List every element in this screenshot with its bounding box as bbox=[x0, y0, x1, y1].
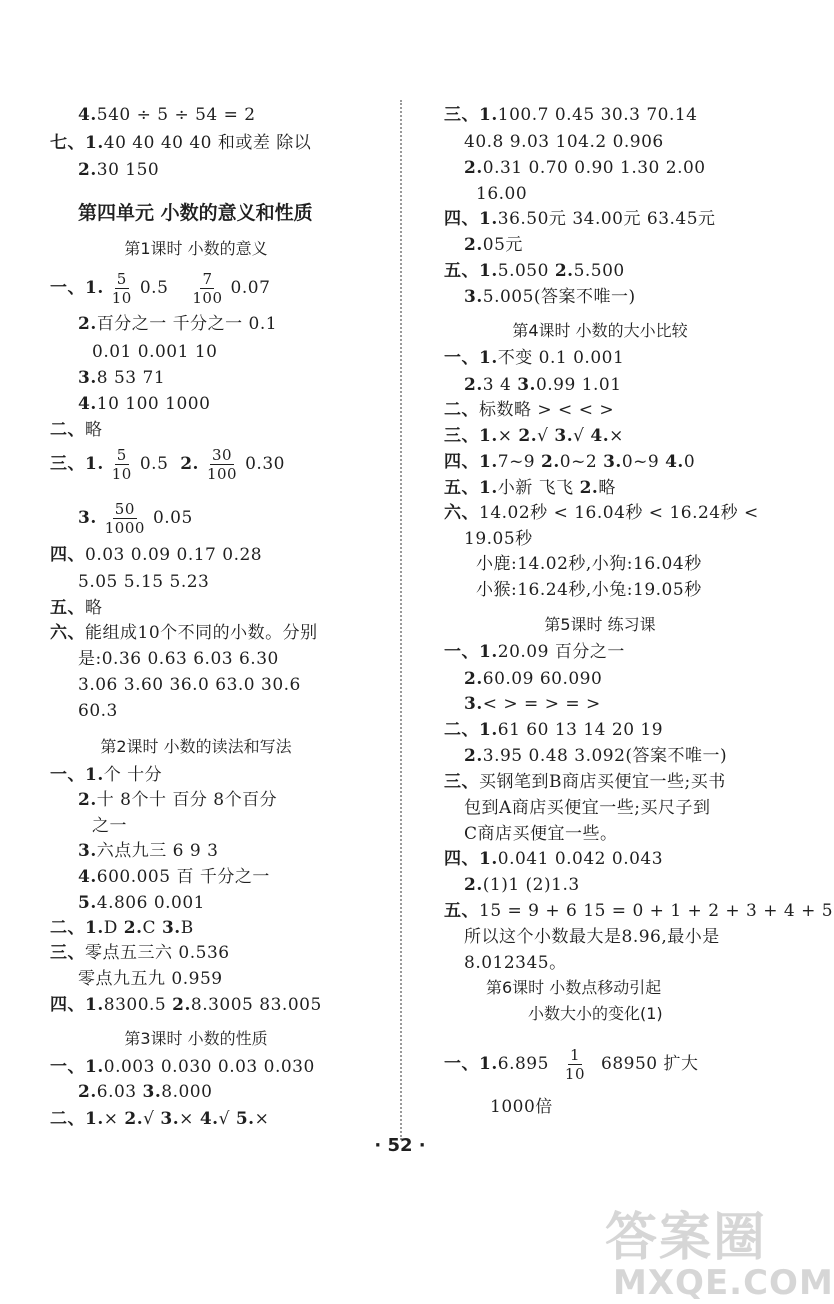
answer-text: 5.05 5.15 5.23 bbox=[78, 572, 210, 592]
answer-line: 二、1.D 2.C 3.B bbox=[50, 918, 194, 938]
answer-line bbox=[78, 393, 210, 415]
item-number: 3. bbox=[78, 841, 97, 861]
answer-text: 6.895 bbox=[497, 1054, 549, 1074]
fraction: $\frac{7}{100}$ bbox=[192, 270, 223, 307]
unit-title: 第四单元 小数的意义和性质 bbox=[78, 202, 313, 224]
answer-text: 包到A商店买便宜一些;买尺子到 bbox=[464, 798, 711, 818]
answer-line bbox=[50, 622, 318, 644]
answer-text: 14.02秒 < 16.04秒 < 16.24秒 < bbox=[479, 503, 759, 523]
answer-line bbox=[92, 341, 217, 363]
item-number: 2. bbox=[464, 235, 483, 255]
fraction: $\frac{5}{10}$ bbox=[111, 446, 132, 483]
answer-text: 买钢笔到B商店买便宜一些;买书 bbox=[479, 772, 726, 792]
answer-text: 六点九三 6 9 3 bbox=[96, 841, 219, 861]
answer-line: 2.6.03 3.8.000 bbox=[78, 1082, 213, 1102]
answer-line bbox=[78, 700, 118, 722]
answer-line bbox=[50, 942, 230, 964]
answer-line bbox=[78, 367, 165, 389]
item-number: 3. bbox=[464, 287, 483, 307]
lesson-title: 第5课时 练习课 bbox=[544, 615, 656, 634]
answer-text: 十 8个十 百分 8个百分 bbox=[96, 790, 278, 810]
answer-text: 60.09 60.090 bbox=[482, 669, 603, 689]
answer-text: 68950 扩大 bbox=[601, 1054, 699, 1074]
answer-line bbox=[444, 719, 663, 741]
answer-text: 0.5 bbox=[139, 278, 169, 298]
item-number: 一、1. bbox=[444, 348, 498, 368]
answer-line bbox=[464, 234, 523, 256]
answer-text: 0.05 bbox=[152, 508, 193, 528]
answer-text: 540 ÷ 5 ÷ 54 = 2 bbox=[96, 105, 256, 125]
item-number: 五、 bbox=[444, 901, 479, 921]
answer-text: 标数略 > < < > bbox=[479, 400, 615, 420]
answer-line bbox=[444, 208, 716, 230]
page-number: · 52 · bbox=[374, 1135, 426, 1156]
answer-line bbox=[444, 502, 759, 524]
answer-line bbox=[50, 132, 311, 154]
item-number: 一、1. bbox=[50, 765, 104, 785]
item-number: 3. bbox=[464, 694, 483, 714]
answer-text: 16.00 bbox=[476, 184, 528, 204]
answer-text: 0.03 0.09 0.17 0.28 bbox=[85, 545, 263, 565]
answer-line bbox=[78, 500, 193, 537]
answer-line bbox=[464, 528, 533, 550]
item-number: 六、 bbox=[444, 503, 479, 523]
answer-text: 是:0.36 0.63 6.03 6.30 bbox=[78, 649, 279, 669]
lesson-title-cont: 小数大小的变化(1) bbox=[528, 1004, 663, 1023]
item-number: 3. bbox=[78, 368, 97, 388]
answer-line bbox=[78, 313, 277, 335]
item-number: 三、1. bbox=[444, 105, 498, 125]
item-number: 三、 bbox=[50, 943, 85, 963]
answer-text: 能组成10个不同的小数。分别 bbox=[85, 623, 318, 643]
answer-text: 零点九五九 0.959 bbox=[78, 969, 223, 989]
item-number: 二、 bbox=[444, 400, 479, 420]
item-number: 一、1. bbox=[50, 278, 104, 298]
answer-line: 三、1.× 2.√ 3.√ 4.× bbox=[444, 426, 624, 446]
answer-line bbox=[444, 399, 614, 421]
answer-line bbox=[78, 159, 159, 181]
answer-line: 2.3 4 3.0.99 1.01 bbox=[464, 375, 622, 395]
answer-line bbox=[50, 764, 162, 786]
answer-line bbox=[78, 840, 218, 862]
answer-text: 61 60 13 14 20 19 bbox=[497, 720, 664, 740]
answer-line bbox=[464, 874, 580, 896]
answer-text: 5.005(答案不唯一) bbox=[482, 287, 636, 307]
answer-line bbox=[50, 597, 103, 619]
item-number: 2. bbox=[78, 160, 97, 180]
fraction: $\frac{30}{100}$ bbox=[206, 446, 238, 483]
answer-text: 600.005 百 千分之一 bbox=[96, 867, 270, 887]
answer-text: < > = > = > bbox=[482, 694, 601, 714]
fraction: $\frac{1}{10}$ bbox=[564, 1046, 586, 1083]
answer-line bbox=[78, 674, 301, 696]
answer-line bbox=[78, 866, 270, 888]
answer-text: 60.3 bbox=[78, 701, 118, 721]
item-number: 5. bbox=[78, 893, 97, 913]
answer-text: 3.95 0.48 3.092(答案不唯一) bbox=[482, 746, 728, 766]
watermark-logo bbox=[605, 1195, 834, 1303]
answer-line bbox=[464, 926, 720, 948]
item-number: 四、 bbox=[50, 545, 85, 565]
answer-line: 五、1.小新 飞飞 2.略 bbox=[444, 478, 616, 498]
answer-text: 40.8 9.03 104.2 0.906 bbox=[464, 132, 664, 152]
item-number: 一、1. bbox=[444, 1054, 498, 1074]
lesson-title: 第4课时 小数的大小比较 bbox=[512, 321, 688, 340]
item-number: 2. bbox=[464, 669, 483, 689]
answer-line bbox=[476, 183, 527, 205]
item-number: 二、 bbox=[50, 420, 85, 440]
answer-text: 36.50元 34.00元 63.45元 bbox=[497, 209, 716, 229]
answer-text: 8 53 71 bbox=[96, 368, 166, 388]
lesson-title: 第6课时 小数点移动引起 bbox=[486, 978, 662, 997]
answer-text: 20.09 百分之一 bbox=[497, 642, 625, 662]
answer-text: 30 150 bbox=[96, 160, 160, 180]
answer-line: 四、1.8300.5 2.8.3005 83.005 bbox=[50, 995, 322, 1015]
answer-line bbox=[50, 544, 262, 566]
answer-line bbox=[464, 797, 711, 819]
item-number: 2. bbox=[464, 875, 483, 895]
answer-line: 二、1.× 2.√ 3.× 4.√ 5.× bbox=[50, 1109, 270, 1129]
item-number: 三、 bbox=[444, 772, 479, 792]
answer-text: 所以这个小数最大是8.96,最小是 bbox=[464, 927, 720, 947]
answer-line bbox=[476, 553, 702, 575]
item-number: 2. bbox=[78, 314, 97, 334]
answer-text: 0.30 bbox=[245, 454, 285, 474]
answer-text: 零点五三六 0.536 bbox=[85, 943, 230, 963]
answer-text: 个 十分 bbox=[103, 765, 163, 785]
answer-text: 05元 bbox=[482, 235, 523, 255]
answer-text: 0.003 0.030 0.03 0.030 bbox=[103, 1057, 315, 1077]
answer-text: 之一 bbox=[92, 816, 127, 836]
item-number: 4. bbox=[78, 105, 97, 125]
answer-line bbox=[78, 968, 223, 990]
answer-text: 0.041 0.042 0.043 bbox=[497, 849, 664, 869]
answer-text: 略 bbox=[85, 598, 103, 618]
answer-text: 3.06 3.60 36.0 63.0 30.6 bbox=[78, 675, 301, 695]
answer-line bbox=[92, 815, 127, 837]
answer-text: 略 bbox=[85, 420, 103, 440]
answer-line bbox=[78, 571, 209, 593]
answer-text: 不变 0.1 0.001 bbox=[497, 348, 625, 368]
fraction: $\frac{5}{10}$ bbox=[111, 270, 132, 307]
answer-line bbox=[50, 419, 103, 441]
answer-line bbox=[444, 641, 625, 663]
answer-line bbox=[78, 789, 277, 811]
answer-line bbox=[464, 745, 727, 767]
watermark-url: MXQE.COM bbox=[613, 1263, 834, 1303]
answer-line bbox=[464, 131, 664, 153]
answer-line bbox=[444, 771, 726, 793]
item-number: 4. bbox=[78, 394, 97, 414]
item-number: 五、 bbox=[50, 598, 85, 618]
answer-line bbox=[444, 900, 833, 922]
answer-line bbox=[464, 823, 618, 845]
answer-line bbox=[444, 1046, 699, 1083]
item-number: 二、1. bbox=[444, 720, 498, 740]
fraction: $\frac{50}{1000}$ bbox=[104, 500, 145, 537]
answer-line bbox=[464, 668, 602, 690]
answer-line bbox=[78, 648, 279, 670]
item-number: 2. bbox=[464, 746, 483, 766]
lesson-title: 第1课时 小数的意义 bbox=[124, 239, 268, 258]
answer-line bbox=[490, 1096, 553, 1118]
answer-text: 小鹿:14.02秒,小狗:16.04秒 bbox=[476, 554, 702, 574]
item-number: 2. bbox=[180, 454, 199, 474]
item-number: 一、1. bbox=[444, 642, 498, 662]
lesson-title: 第3课时 小数的性质 bbox=[124, 1029, 268, 1048]
answer-line bbox=[464, 286, 636, 308]
answer-line bbox=[444, 104, 698, 126]
watermark-text: 答案圈 bbox=[605, 1208, 768, 1268]
item-number: 2. bbox=[464, 158, 483, 178]
answer-text: 19.05秒 bbox=[464, 529, 533, 549]
answer-text: 10 100 1000 bbox=[96, 394, 211, 414]
item-number: 四、1. bbox=[444, 849, 498, 869]
lesson-title: 第2课时 小数的读法和写法 bbox=[100, 737, 292, 756]
item-number: 四、1. bbox=[444, 209, 498, 229]
answer-line bbox=[50, 446, 285, 483]
item-number: 三、1. bbox=[50, 454, 104, 474]
answer-text: 小猴:16.24秒,小兔:19.05秒 bbox=[476, 580, 702, 600]
answer-text: 0.07 bbox=[230, 278, 271, 298]
answer-line: 五、1.5.050 2.5.500 bbox=[444, 261, 625, 281]
item-number: 七、1. bbox=[50, 133, 104, 153]
answer-line bbox=[78, 104, 256, 126]
answer-line bbox=[50, 270, 270, 307]
answer-text: 40 40 40 40 和或差 除以 bbox=[103, 133, 312, 153]
item-number: 3. bbox=[78, 508, 97, 528]
answer-line: 四、1.7~9 2.0~2 3.0~9 4.0 bbox=[444, 452, 696, 472]
item-number: 4. bbox=[78, 867, 97, 887]
answer-text: 0.01 0.001 10 bbox=[92, 342, 218, 362]
answer-text: 百分之一 千分之一 0.1 bbox=[96, 314, 278, 334]
answer-line bbox=[476, 579, 702, 601]
answer-line bbox=[464, 157, 706, 179]
answer-text: C商店买便宜一些。 bbox=[464, 824, 618, 844]
answer-line bbox=[464, 952, 567, 974]
item-number: 一、1. bbox=[50, 1057, 104, 1077]
column-divider bbox=[400, 100, 402, 1140]
answer-text: (1)1 (2)1.3 bbox=[482, 875, 580, 895]
answer-text: 4.806 0.001 bbox=[96, 893, 205, 913]
answer-text: 100.7 0.45 30.3 70.14 bbox=[497, 105, 698, 125]
answer-line bbox=[50, 1056, 315, 1078]
answer-line bbox=[464, 693, 601, 715]
answer-line bbox=[444, 848, 663, 870]
answer-line bbox=[78, 892, 205, 914]
answer-text: 0.5 bbox=[139, 454, 169, 474]
answer-text: 15 = 9 + 6 15 = 0 + 1 + 2 + 3 + 4 + 5 bbox=[479, 901, 834, 921]
answer-line bbox=[444, 347, 624, 369]
item-number: 六、 bbox=[50, 623, 85, 643]
answer-text: 8.012345。 bbox=[464, 953, 567, 973]
item-number: 2. bbox=[78, 790, 97, 810]
answer-text: 1000倍 bbox=[490, 1097, 553, 1117]
answer-text: 0.31 0.70 0.90 1.30 2.00 bbox=[482, 158, 706, 178]
